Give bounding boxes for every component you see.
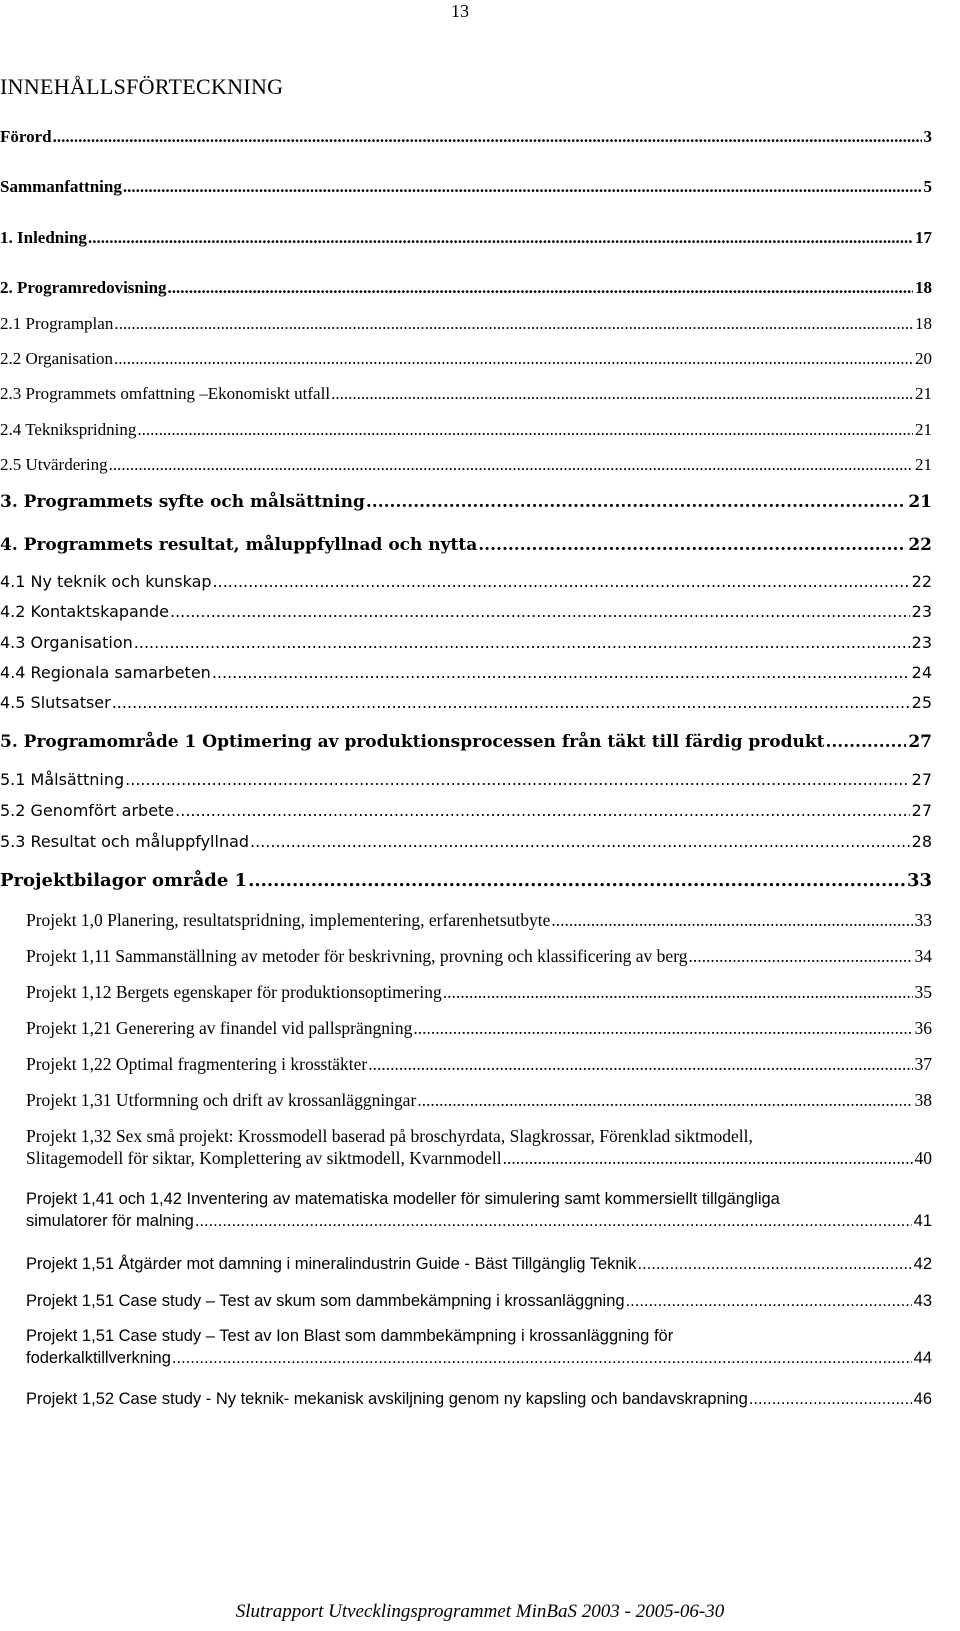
toc-entry-page: 28 [911, 832, 932, 851]
toc-entry[interactable] [0, 830, 932, 854]
toc-entry-page: 36 [914, 1018, 932, 1038]
toc-entry-text: 4.4 Regionala samarbeten [0, 663, 211, 682]
toc-entry-text: 2.4 Teknikspridning [0, 420, 137, 439]
toc-entry-page: 34 [914, 946, 932, 966]
leader-dots [114, 312, 913, 336]
toc-entry-line1: Projekt 1,41 och 1,42 Inventering av matematiska modeller för simulering samt kommersiellt tillgängliga [26, 1190, 780, 1208]
toc-entry-text: 4.5 Slutsatser [0, 693, 111, 712]
leader-dots [53, 125, 922, 149]
leader-dots [749, 1387, 912, 1411]
toc-entry-page: 27 [911, 770, 932, 789]
toc-entry-page: 33 [906, 870, 932, 891]
leader-dots [175, 799, 909, 823]
leader-dots [626, 1289, 912, 1313]
leader-dots [551, 908, 912, 932]
toc-entry-multiline[interactable] [26, 1325, 932, 1369]
toc-entry-page: 21 [915, 455, 932, 474]
leader-dots [112, 691, 910, 715]
toc-entry-text: 4.1 Ny teknik och kunskap [0, 572, 212, 591]
toc-entry-line2: simulatorer för malning [26, 1212, 194, 1230]
leader-dots [503, 1147, 913, 1169]
toc-entry[interactable] [0, 125, 932, 149]
toc-entry-text: Projekt 1,11 Sammanställning av metoder för beskrivning, provning och klassificering av berg [26, 946, 688, 966]
toc-entry-text: Projekt 1,22 Optimal fragmentering i krosstäkter [26, 1054, 368, 1074]
leader-dots [825, 730, 906, 754]
toc-entry-text: Förord [0, 127, 52, 146]
toc-entry-text: Projekt 1,12 Bergets egenskaper för produktionsoptimering [26, 982, 442, 1002]
toc-entry-page: 23 [911, 602, 932, 621]
leader-dots [172, 1347, 912, 1369]
toc-entry-line2: foderkalktillverkning [26, 1349, 171, 1367]
toc-entry-text: 2. Programredovisning [0, 278, 167, 297]
toc-entry-text: 5.1 Målsättning [0, 770, 125, 789]
toc-entry-text: Projekt 1,52 Case study - Ny teknik- mekanisk avskiljning genom ny kapsling och bandavskrapning [26, 1390, 748, 1408]
toc-entry-text: 4.3 Organisation [0, 633, 133, 652]
toc-entry-page: 24 [911, 663, 932, 682]
toc-entry[interactable] [0, 276, 932, 300]
toc-entry-page: 22 [911, 572, 932, 591]
toc-entry[interactable] [26, 1252, 932, 1276]
toc-entry-multiline[interactable] [26, 1125, 932, 1169]
toc-entry-page: 27 [911, 801, 932, 820]
toc-entry-text: 5.3 Resultat och måluppfyllnad [0, 832, 250, 851]
toc-entry-page: 18 [915, 278, 932, 297]
toc-entry[interactable] [0, 175, 932, 199]
toc-entry-page: 5 [923, 177, 932, 196]
toc-entry-page: 38 [914, 1090, 932, 1110]
leader-dots [195, 1210, 912, 1232]
toc-entry[interactable] [0, 226, 932, 250]
toc-entry-line1: Projekt 1,32 Sex små projekt: Krossmodell baserad på broschyrdata, Slagkrossar, Förenklad siktmodell, [26, 1126, 753, 1146]
toc-entry[interactable] [0, 312, 932, 336]
toc-entry[interactable] [0, 730, 932, 754]
toc-entry-multiline[interactable] [26, 1188, 932, 1232]
toc-entry[interactable] [26, 1387, 932, 1411]
toc-entry[interactable] [0, 869, 932, 893]
toc-entry-text: 4.2 Kontaktskapande [0, 602, 169, 621]
toc-entry-page: 25 [911, 693, 932, 712]
toc-entry[interactable] [26, 944, 932, 968]
toc-entry-text: Projektbilagor område 1 [0, 870, 248, 891]
toc-entry-page: 20 [915, 349, 932, 368]
leader-dots [417, 1088, 912, 1112]
toc-entry-page: 22 [908, 535, 932, 555]
toc-entry-text: Projekt 1,21 Generering av finandel vid pallsprängning [26, 1018, 413, 1038]
leader-dots [331, 382, 913, 406]
toc-entry[interactable] [26, 1052, 932, 1076]
toc-entry-line2: Slitagemodell för siktar, Komplettering av siktmodell, Kvarnmodell [26, 1148, 502, 1168]
toc-entry[interactable] [0, 799, 932, 823]
toc-entry[interactable] [0, 533, 932, 557]
toc-entry-page: 35 [914, 982, 932, 1002]
toc-entry-text: 2.5 Utvärdering [0, 455, 108, 474]
leader-dots [137, 418, 913, 442]
toc-entry-page: 21 [908, 492, 932, 512]
toc-entry[interactable] [26, 980, 932, 1004]
leader-dots [170, 600, 910, 624]
toc-entry-text: 3. Programmets syfte och målsättning [0, 492, 365, 512]
leader-dots [212, 661, 910, 685]
toc-entry-page: 21 [915, 384, 932, 403]
toc-entry[interactable] [26, 1016, 932, 1040]
toc-entry-page: 37 [914, 1054, 932, 1074]
leader-dots [248, 869, 905, 893]
toc-entry-page: 46 [913, 1390, 932, 1408]
toc-entry-text: 1. Inledning [0, 228, 87, 247]
toc-entry[interactable] [0, 661, 932, 685]
toc-entry-page: 17 [915, 228, 932, 247]
toc-entry-text: Projekt 1,51 Case study – Test av skum som dammbekämpning i krossanläggning [26, 1292, 625, 1310]
leader-dots [366, 490, 906, 514]
leader-dots [478, 533, 906, 557]
leader-dots [88, 226, 913, 250]
leader-dots [123, 175, 922, 199]
leader-dots [168, 276, 913, 300]
toc-entry[interactable] [0, 631, 932, 655]
leader-dots [443, 980, 913, 1004]
toc-entry-page: 21 [915, 420, 932, 439]
toc-entry-page: 40 [914, 1148, 932, 1168]
toc-entry-text: Projekt 1,31 Utformning och drift av krossanläggningar [26, 1090, 417, 1110]
toc-entry[interactable] [0, 691, 932, 715]
toc-entry-page: 41 [913, 1212, 932, 1230]
toc-entry-text: 2.3 Programmets omfattning –Ekonomiskt utfall [0, 384, 331, 403]
toc-entry[interactable] [0, 382, 932, 406]
toc-entry-page: 42 [913, 1255, 932, 1273]
toc-entry[interactable] [0, 347, 932, 371]
toc-entry[interactable] [0, 418, 932, 442]
leader-dots [114, 347, 913, 371]
toc-entry[interactable] [0, 453, 932, 477]
leader-dots [250, 830, 910, 854]
page-number: 13 [451, 1, 469, 21]
leader-dots [213, 570, 910, 594]
toc-entry[interactable] [0, 768, 932, 792]
leader-dots [368, 1052, 912, 1076]
toc-entry-page: 44 [913, 1349, 932, 1367]
leader-dots [638, 1252, 912, 1276]
toc-entry-text: 2.1 Programplan [0, 314, 114, 333]
toc-entry-text: 5. Programområde 1 Optimering av produktionsprocessen från täkt till färdig produkt [0, 732, 825, 752]
toc-entry-text: 5.2 Genomfört arbete [0, 801, 175, 820]
toc-entry-page: 3 [923, 127, 932, 146]
toc-entry-text: 4. Programmets resultat, måluppfyllnad och nytta [0, 535, 478, 555]
leader-dots [413, 1016, 912, 1040]
footer: Slutrapport Utvecklingsprogrammet MinBaS 2003 - 2005-06-30 [235, 1601, 725, 1622]
toc-entry-text: Projekt 1,0 Planering, resultatspridning, implementering, erfarenhetsutbyte [26, 910, 551, 930]
toc-entry[interactable] [26, 908, 932, 932]
toc-entry-text: 2.2 Organisation [0, 349, 114, 368]
toc-entry-line1: Projekt 1,51 Case study – Test av Ion Blast som dammbekämpning i krossanläggning för [26, 1327, 674, 1345]
toc-entry-page: 33 [914, 910, 932, 930]
leader-dots [134, 631, 910, 655]
toc-entry[interactable] [0, 600, 932, 624]
leader-dots [688, 944, 912, 968]
toc-entry-page: 18 [915, 314, 932, 333]
toc-entry[interactable] [26, 1088, 932, 1112]
toc-entry-page: 23 [911, 633, 932, 652]
toc-entry[interactable] [0, 570, 932, 594]
toc-entry-text: Projekt 1,51 Åtgärder mot damning i mineralindustrin Guide - Bäst Tillgänglig Teknik [26, 1255, 637, 1273]
toc-title: INNEHÅLLSFÖRTECKNING [0, 74, 284, 99]
leader-dots [109, 453, 913, 477]
toc-entry-page: 43 [913, 1292, 932, 1310]
leader-dots [125, 768, 909, 792]
toc-entry-page: 27 [908, 732, 932, 752]
toc-entry[interactable] [26, 1289, 932, 1313]
toc-entry[interactable] [0, 490, 932, 514]
toc-entry-text: Sammanfattning [0, 177, 122, 196]
